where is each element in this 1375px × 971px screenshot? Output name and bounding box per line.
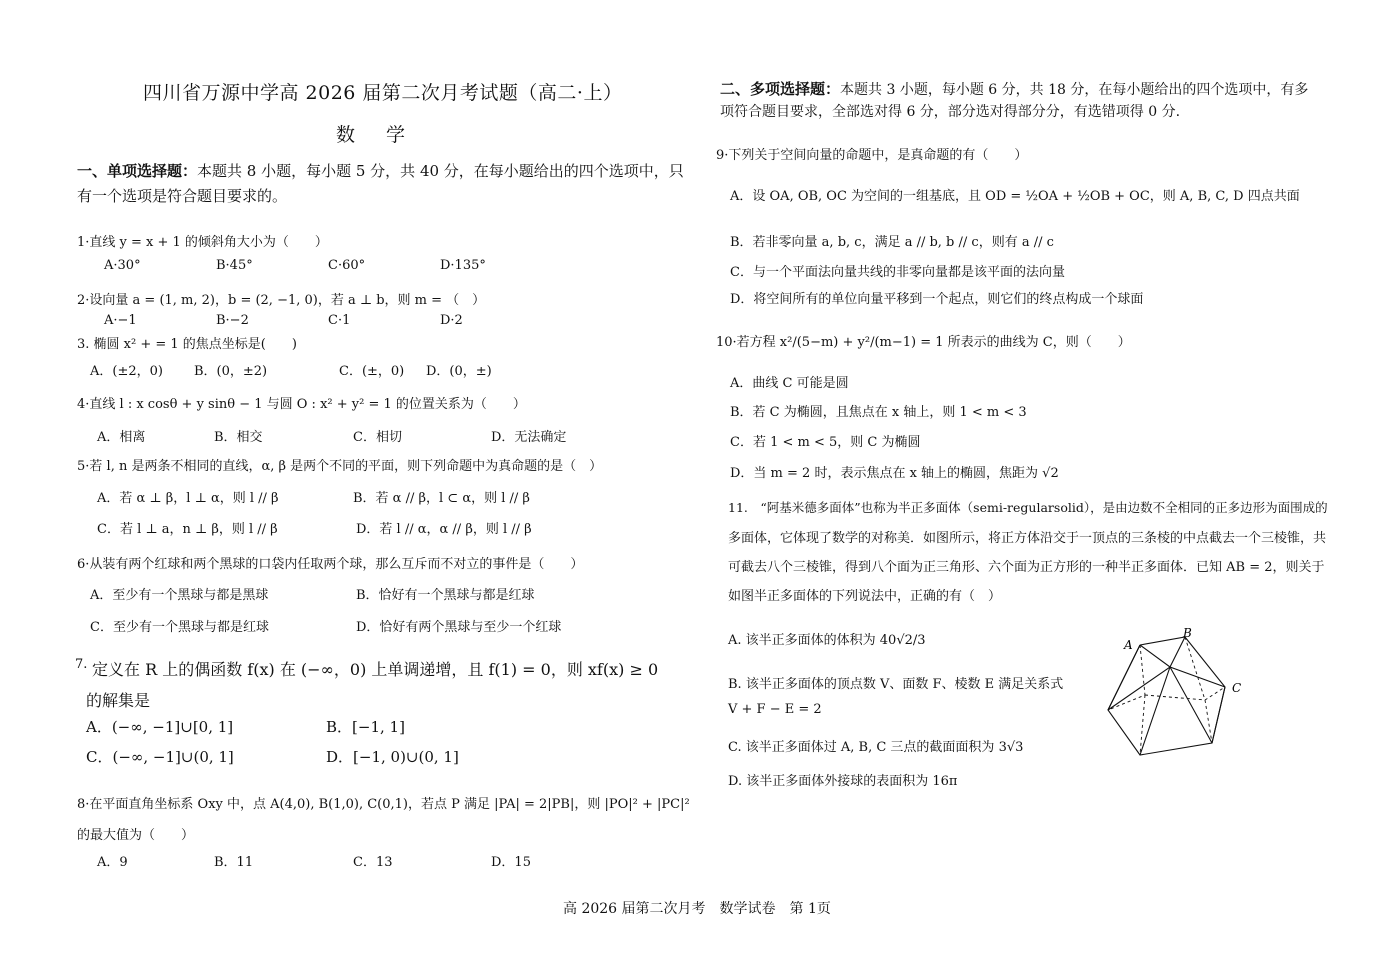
figure-label-a: A bbox=[1124, 638, 1133, 652]
q6-option-b: B．恰好有一个黑球与都是红球 bbox=[356, 588, 535, 603]
q6-option-c: C．至少有一个黑球与都是红球 bbox=[90, 620, 269, 635]
section1-desc: 本题共 8 小题，每小题 5 分，共 40 分，在每小题给出的四个选项中，只 bbox=[197, 162, 684, 180]
q2-option-c: C·1 bbox=[328, 313, 351, 328]
subject-title: 数 学 bbox=[336, 124, 412, 146]
q7-option-d: D．[−1, 0)∪(0, 1] bbox=[326, 748, 459, 766]
q10-stem: 10·若方程 x²/(5−m) + y²/(m−1) = 1 所表示的曲线为 C，则（ ） bbox=[716, 335, 1131, 350]
q11-option-a: A. 该半正多面体的体积为 40√2/3 bbox=[728, 633, 926, 648]
q3-stem: 3. 椭圆 x² + = 1 的焦点坐标是( ) bbox=[77, 337, 297, 352]
q1-option-c: C·60° bbox=[328, 258, 366, 273]
q11-option-c: C. 该半正多面体过 A, B, C 三点的截面面积为 3√3 bbox=[728, 740, 1024, 755]
q2-option-d: D·2 bbox=[440, 313, 463, 328]
q5-option-b: B．若 α // β，l ⊂ α，则 l // β bbox=[353, 491, 530, 506]
q3-option-b: B．(0，±2) bbox=[194, 364, 268, 379]
section2-desc2: 项符合题目要求，全部选对得 6 分，部分选对得部分分，有选错项得 0 分. bbox=[720, 104, 1181, 120]
q1-option-d: D·135° bbox=[440, 258, 486, 273]
q3-option-d: D．(0，±) bbox=[426, 364, 492, 379]
q9-option-a: A．设 OA, OB, OC 为空间的一组基底，且 OD = ½OA + ½OB + OC，则 A, B, C, D 四点共面 bbox=[730, 189, 1300, 204]
section1-desc2: 有一个选项是符合题目要求的。 bbox=[77, 187, 288, 205]
q1-option-a: A·30° bbox=[104, 258, 141, 273]
q7-number: 7. bbox=[75, 657, 88, 672]
q4-stem: 4·直线 l : x cosθ + y sinθ − 1 与圆 O : x² + y² = 1 的位置关系为（ ） bbox=[77, 397, 526, 412]
section2-line1 bbox=[720, 78, 1308, 99]
figure-label-c: C bbox=[1232, 681, 1242, 695]
q11-line2: 多面体，它体现了数学的对称美．如图所示，将正方体沿交于一顶点的三条棱的中点截去一个三棱锥，共 bbox=[728, 531, 1327, 546]
q8-option-d: D．15 bbox=[491, 855, 531, 870]
q8-option-a: A．9 bbox=[97, 855, 128, 870]
q8-option-c: C．13 bbox=[353, 855, 393, 870]
q9-option-b: B．若非零向量 a, b, c，满足 a // b, b // c，则有 a // c bbox=[730, 235, 1054, 250]
q6-stem: 6·从装有两个红球和两个黑球的口袋内任取两个球，那么互斥而不对立的事件是（ ） bbox=[77, 557, 584, 572]
q4-option-a: A．相离 bbox=[97, 430, 146, 445]
q10-option-b: B．若 C 为椭圆，且焦点在 x 轴上，则 1 < m < 3 bbox=[730, 405, 1027, 420]
q1-stem: 1·直线 y = x + 1 的倾斜角大小为（ ） bbox=[77, 235, 328, 250]
q10-option-d: D．当 m = 2 时，表示焦点在 x 轴上的椭圆，焦距为 √2 bbox=[730, 466, 1059, 481]
q2-stem: 2·设向量 a = (1, m, 2)，b = (2, −1, 0)，若 a ⊥ b，则 m = （ ） bbox=[77, 293, 486, 308]
section1-heading: 一、单项选择题： bbox=[77, 162, 198, 180]
q11-line4: 如图半正多面体的下列说法中，正确的有（ ） bbox=[728, 589, 1002, 604]
q8-stem2: 的最大值为（ ） bbox=[77, 828, 195, 843]
q2-option-b: B·−2 bbox=[216, 313, 249, 328]
q8-stem: 8·在平面直角坐标系 Oxy 中，点 A(4,0), B(1,0), C(0,1)，若点 P 满足 |PA| = 2|PB|，则 |PO|² + |PC|² bbox=[77, 797, 690, 812]
q6-option-a: A．至少有一个黑球与都是黑球 bbox=[90, 588, 269, 603]
section1-line1 bbox=[77, 160, 684, 181]
q1-option-b: B·45° bbox=[216, 258, 253, 273]
q10-option-c: C．若 1 < m < 5，则 C 为椭圆 bbox=[730, 435, 921, 450]
page-footer: 高 2026 届第二次月考 数学试卷 第 1页 bbox=[563, 901, 831, 917]
q4-option-d: D．无法确定 bbox=[491, 430, 567, 445]
q11-option-d: D. 该半正多面体外接球的表面积为 16π bbox=[728, 774, 958, 789]
q6-option-d: D．恰好有两个黑球与至少一个红球 bbox=[356, 620, 562, 635]
q7-option-c: C．(−∞, −1]∪(0, 1] bbox=[86, 748, 234, 766]
q11-line1: 11. “阿基米德多面体”也称为半正多面体（semi-regularsolid），是由边数不全相同的正多边形为面围成的 bbox=[728, 500, 1328, 515]
q8-option-b: B．11 bbox=[214, 855, 254, 870]
cuboctahedron-figure bbox=[1100, 625, 1250, 760]
q9-option-d: D．将空间所有的单位向量平移到一个起点，则它们的终点构成一个球面 bbox=[730, 292, 1144, 307]
exam-title: 四川省万源中学高 2026 届第二次月考试题（高二·上） bbox=[143, 82, 623, 104]
q7-stem2: 的解集是 bbox=[86, 691, 151, 710]
q11-line3: 可截去八个三棱锥，得到八个面为正三角形、六个面为正方形的一种半正多面体．已知 AB = 2，则关于 bbox=[728, 560, 1325, 575]
q4-option-b: B．相交 bbox=[214, 430, 263, 445]
q10-option-a: A．曲线 C 可能是圆 bbox=[730, 376, 849, 391]
q11-option-b-formula: V + F − E = 2 bbox=[728, 702, 822, 717]
q3-option-a: A．(±2，0) bbox=[90, 364, 163, 379]
q7-option-b: B．[−1, 1] bbox=[326, 718, 405, 736]
figure-label-b: B bbox=[1183, 626, 1192, 640]
q5-stem: 5·若 l, n 是两条不相同的直线，α, β 是两个不同的平面，则下列命题中为真命题的是（ ） bbox=[77, 459, 603, 474]
q5-option-d: D．若 l // α，α // β，则 l // β bbox=[356, 522, 532, 537]
q7-option-a: A．(−∞, −1]∪[0, 1] bbox=[86, 718, 234, 736]
q5-option-c: C．若 l ⊥ a，n ⊥ β，则 l // β bbox=[97, 522, 278, 537]
q9-option-c: C．与一个平面法向量共线的非零向量都是该平面的法向量 bbox=[730, 265, 1065, 280]
q3-option-c: C．(±，0) bbox=[339, 364, 405, 379]
q2-option-a: A·−1 bbox=[104, 313, 137, 328]
section2-heading: 二、多项选择题： bbox=[720, 80, 841, 98]
section2-desc: 本题共 3 小题，每小题 6 分，共 18 分，在每小题给出的四个选项中，有多 bbox=[840, 82, 1309, 98]
q5-option-a: A．若 α ⊥ β，l ⊥ α，则 l // β bbox=[97, 491, 279, 506]
q9-stem: 9·下列关于空间向量的命题中，是真命题的有（ ） bbox=[716, 148, 1028, 163]
q7-stem: 定义在 R 上的偶函数 f(x) 在 (−∞，0) 上单调递增，且 f(1) = 0，则 xf(x) ≥ 0 bbox=[92, 660, 659, 679]
q11-option-b: B. 该半正多面体的顶点数 V、面数 F、棱数 E 满足关系式 bbox=[728, 677, 1064, 692]
q4-option-c: C．相切 bbox=[353, 430, 402, 445]
